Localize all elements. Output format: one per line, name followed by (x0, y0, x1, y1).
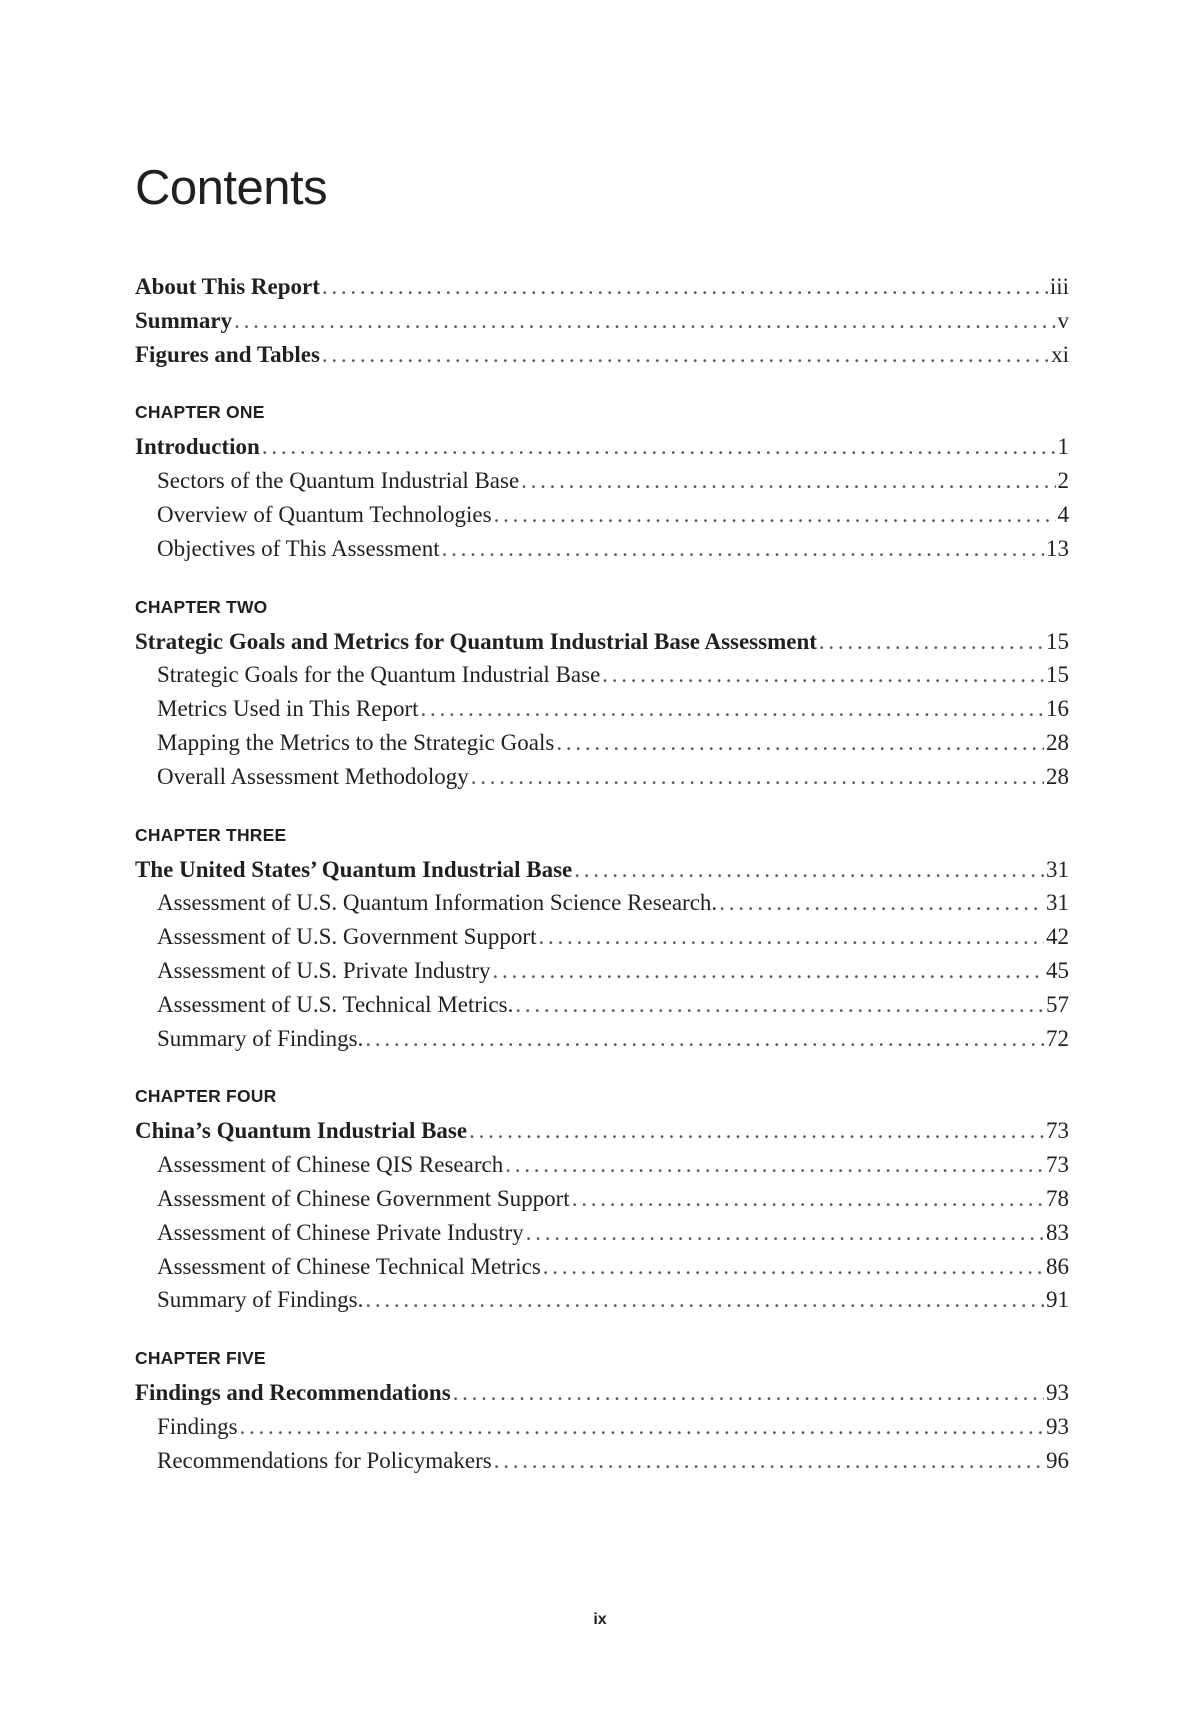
toc-section-entry[interactable] (135, 658, 1069, 692)
dot-leader (556, 726, 1044, 760)
chapter-label: CHAPTER THREE (135, 824, 287, 845)
chapter-five-section (135, 1346, 1069, 1477)
toc-section-entry[interactable] (135, 1250, 1069, 1284)
toc-entry-label: Overall Assessment Methodology (157, 763, 469, 789)
toc-entry-label: Summary of Findings. (157, 1025, 364, 1051)
dot-leader (234, 304, 1055, 338)
toc-section-entry[interactable] (135, 886, 1069, 920)
dot-leader (719, 886, 1044, 920)
toc-chapter-title[interactable] (135, 1114, 1069, 1148)
toc-section-entry[interactable] (135, 954, 1069, 988)
front-matter-section (135, 270, 1069, 371)
toc-entry-label: Assessment of Chinese Private Industry (157, 1219, 524, 1245)
toc-entry-page: 73 (1046, 1118, 1069, 1144)
toc-section-entry[interactable] (135, 726, 1069, 760)
toc-section-entry[interactable] (135, 1216, 1069, 1250)
dot-leader (442, 532, 1044, 566)
toc-section-entry[interactable] (135, 1410, 1069, 1444)
chapter-three-section (135, 823, 1069, 1056)
toc-entry-page: 1 (1057, 434, 1069, 460)
toc-entry-label: Assessment of U.S. Quantum Information Science Research. (157, 890, 718, 916)
toc-entry-label: Summary (135, 307, 233, 333)
toc-entry-page: 13 (1046, 535, 1069, 561)
toc-section-entry[interactable] (135, 464, 1069, 498)
dot-leader (322, 270, 1048, 304)
dot-leader (819, 625, 1044, 659)
toc-entry-page: xi (1051, 341, 1069, 367)
toc-entry-page: 96 (1046, 1447, 1069, 1473)
toc-entry-label: Mapping the Metrics to the Strategic Goals (157, 729, 555, 755)
toc-section-entry[interactable] (135, 1022, 1069, 1056)
toc-entry-page: 31 (1046, 890, 1069, 916)
toc-entry-label: Figures and Tables (135, 341, 320, 367)
dot-leader (494, 1444, 1044, 1478)
dot-leader (521, 464, 1055, 498)
toc-entry-label: Recommendations for Policymakers (157, 1447, 492, 1473)
dot-leader (505, 1148, 1044, 1182)
toc-chapter-title[interactable] (135, 853, 1069, 887)
toc-entry-page: 15 (1046, 662, 1069, 688)
toc-section-entry[interactable] (135, 498, 1069, 532)
dot-leader (240, 1410, 1044, 1444)
toc-entry-label: About This Report (135, 274, 320, 299)
chapter-one-section (135, 400, 1069, 565)
toc-section-entry[interactable] (135, 988, 1069, 1022)
toc-entry-label: Strategic Goals for the Quantum Industrial Base (157, 662, 601, 688)
toc-entry-page: 31 (1046, 856, 1069, 882)
dot-leader (526, 1216, 1044, 1250)
toc-entry-label: China’s Quantum Industrial Base (135, 1118, 468, 1144)
toc-entry-about-this-report[interactable] (135, 270, 1069, 304)
toc-entry-page: 86 (1046, 1253, 1069, 1279)
page-title: Contents (135, 161, 328, 215)
toc-chapter-title[interactable] (135, 430, 1069, 464)
toc-entry-label: Metrics Used in This Report (157, 696, 419, 722)
dot-leader (322, 338, 1049, 372)
toc-entry-label: Findings and Recommendations (135, 1380, 451, 1406)
toc-section-entry[interactable] (135, 532, 1069, 566)
chapter-label: CHAPTER ONE (135, 402, 265, 423)
toc-entry-page: 45 (1046, 957, 1069, 983)
toc-entry-page: 93 (1046, 1380, 1069, 1406)
toc-section-entry[interactable] (135, 1283, 1069, 1317)
toc-entry-label: Assessment of U.S. Government Support (157, 924, 537, 950)
toc-entry-page: 42 (1046, 924, 1069, 950)
dot-leader (471, 760, 1044, 794)
toc-entry-page: 78 (1046, 1185, 1069, 1211)
toc-entry-label: Assessment of Chinese Government Support (157, 1185, 570, 1211)
toc-entry-page: iii (1049, 274, 1069, 299)
dot-leader (421, 692, 1045, 726)
toc-section-entry[interactable] (135, 760, 1069, 794)
dot-leader (494, 498, 1056, 532)
dot-leader (262, 430, 1056, 464)
toc-entry-label: Assessment of U.S. Technical Metrics. (157, 991, 514, 1017)
toc-section-entry[interactable] (135, 920, 1069, 954)
toc-entry-page: 28 (1046, 729, 1069, 755)
toc-section-entry[interactable] (135, 1444, 1069, 1478)
toc-entry-label: Sectors of the Quantum Industrial Base (157, 468, 520, 494)
page-number: ix (593, 1611, 607, 1628)
dot-leader (453, 1376, 1044, 1410)
chapter-four-section (135, 1084, 1069, 1317)
dot-leader (515, 988, 1044, 1022)
dot-leader (543, 1250, 1044, 1284)
dot-leader (602, 658, 1044, 692)
dot-leader (469, 1114, 1044, 1148)
dot-leader (572, 1182, 1044, 1216)
toc-entry-page: 4 (1057, 501, 1069, 527)
toc-entry-page: 73 (1046, 1152, 1069, 1178)
toc-chapter-title[interactable] (135, 625, 1069, 659)
dot-leader (492, 954, 1044, 988)
chapter-label: CHAPTER TWO (135, 596, 268, 617)
toc-entry-label: Introduction (135, 434, 260, 460)
toc-entry-label: Summary of Findings. (157, 1287, 364, 1313)
toc-entry-page: 28 (1046, 763, 1069, 789)
dot-leader (574, 853, 1044, 887)
toc-section-entry[interactable] (135, 692, 1069, 726)
toc-entry-page: 91 (1046, 1287, 1069, 1313)
toc-entry-label: Overview of Quantum Technologies (157, 501, 492, 527)
dot-leader (538, 920, 1044, 954)
toc-entry-label: Objectives of This Assessment (157, 535, 440, 561)
toc-entry-page: 57 (1046, 991, 1069, 1017)
toc-entry-figures-and-tables[interactable] (135, 338, 1069, 372)
toc-entry-page: 15 (1046, 628, 1069, 654)
toc-entry-label: Assessment of Chinese QIS Research (157, 1152, 504, 1178)
chapter-two-section (135, 595, 1069, 794)
toc-entry-page: v (1057, 307, 1069, 333)
toc-entry-label: Findings (157, 1413, 238, 1439)
dot-leader (365, 1283, 1044, 1317)
toc-section-entry[interactable] (135, 1182, 1069, 1216)
chapter-label: CHAPTER FOUR (135, 1086, 277, 1107)
toc-entry-label: The United States’ Quantum Industrial Base (135, 856, 573, 882)
toc-entry-label: Strategic Goals and Metrics for Quantum Industrial Base Assessment (135, 628, 817, 654)
toc-entry-page: 16 (1046, 696, 1069, 722)
toc-entry-page: 72 (1046, 1025, 1069, 1051)
toc-chapter-title[interactable] (135, 1376, 1069, 1410)
toc-section-entry[interactable] (135, 1148, 1069, 1182)
toc-entry-summary[interactable] (135, 304, 1069, 338)
toc-entry-page: 83 (1046, 1219, 1069, 1245)
toc-entry-page: 2 (1057, 468, 1069, 494)
dot-leader (365, 1022, 1044, 1056)
toc-entry-page: 93 (1046, 1413, 1069, 1439)
table-of-contents (135, 270, 1069, 1507)
chapter-label: CHAPTER FIVE (135, 1348, 266, 1369)
toc-entry-label: Assessment of Chinese Technical Metrics (157, 1253, 541, 1279)
toc-entry-label: Assessment of U.S. Private Industry (157, 957, 491, 983)
